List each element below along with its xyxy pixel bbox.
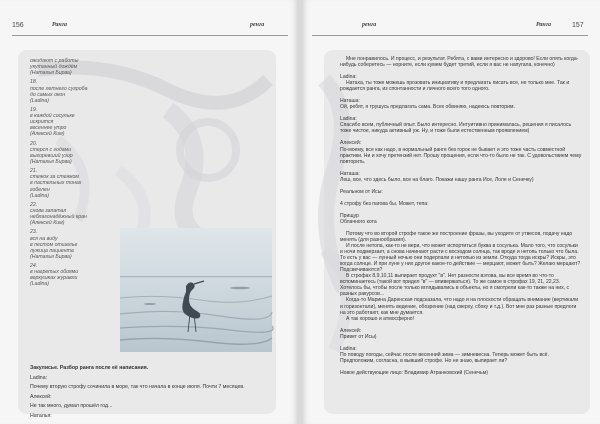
right-page — [302, 0, 600, 424]
backstage-section — [30, 365, 268, 422]
verse-number: 18. — [30, 79, 38, 86]
verse-line: вся на виду — [30, 235, 58, 242]
paragraph: Облачного кота — [340, 218, 377, 225]
speaker-label: Алексей: — [340, 140, 362, 147]
heron-photo — [120, 228, 272, 352]
left-running-title-2: ренга — [250, 22, 265, 28]
speaker-label: Ladina: — [340, 116, 357, 123]
paragraph: Натаха, ты тоже можешь прозовать инициативу и предлагать писать все, не только мне. Так и рождается ранга, из спонтанности и личного всего того одного. — [340, 80, 570, 93]
speaker-label: Алексей: — [30, 394, 52, 401]
verse-line: в нагретых обоями — [30, 269, 79, 276]
speaker-label: Ladina: — [340, 345, 357, 352]
paragraph: Мне понравилось. И процесс, и результат. Ребята, с вами интересно и здорово! Если опять когда-нибудь соберетесь — норните, если кумем будет третий, если я вас не напугала, конечно) — [340, 56, 579, 69]
left-running-title: Ранга — [52, 22, 67, 28]
paragraph: Когда-то Марина Даренская подсказала, что надо и на плоскости обращать внимание (вертикали и горизонтали), менять ведение, обозрение (над сверху, сбоку и т.д.). Вот мне раз разные предлоги на это работают, как мне думается. — [340, 297, 579, 316]
speaker-text: Почему вторую строфу сочинила в море, так что начала в конце июля. Почти 7 месяцев. — [30, 384, 245, 391]
verse-22 — [30, 202, 150, 226]
verse-number: 20. — [30, 140, 38, 147]
verse-line: весеннее утро — [30, 125, 67, 132]
verse-line: искрится — [30, 119, 54, 126]
paragraph: И после нетопа, как-то не вери, что может испортиться буква в сосулька. Мало того, что сосульки и ночи подмерзает, а снова начинают расти с восходом солнца, так вроде и нетопь только что была. То есть у вас — лунный ночью они подерлали и нетопью из земли. Откуда тогда искры? Искры, это когда солнце. И при луне у них другое какое-то действие — мерцают, может быть? Желаю мерцают? Подсвечиваются? — [340, 243, 581, 274]
speaker-label: Наталья: — [30, 413, 52, 420]
verse-line: ожидают с работы — [30, 58, 79, 64]
dialogue-text — [340, 56, 582, 376]
right-header-rule — [312, 35, 588, 36]
verse-line: снова залатал — [30, 208, 67, 214]
verse-line: до самых окон — [30, 91, 66, 98]
right-running-title: Ранга — [536, 22, 551, 28]
verse-author: (Наталья Бирва) — [30, 253, 72, 260]
paragraph: 4 строфу без пагова бы. Может, тепа: — [340, 200, 429, 207]
verse-number: 22. — [30, 201, 38, 208]
heron-photo-art — [120, 228, 272, 352]
verse-number: 23. — [30, 229, 38, 236]
paragraph: Новое действующие лицо: Владимир Атранковский (Сенечьм) — [340, 369, 488, 376]
verse-19 — [30, 107, 150, 137]
verse-number: 19. — [30, 107, 38, 114]
verse-line: неблагонадёжный кран — [30, 214, 87, 221]
speaker-text: Не так много, думал прошёл год... — [30, 403, 113, 410]
verse-author: (Наталья Бирва) — [30, 70, 72, 77]
paragraph: Спасибо всем, публичный опыт. Было интересно. Интуитивно принималась, решения я писалось тоже чистое, никуда активный уж. Ну, и тоже были естественным проявлением) — [340, 122, 572, 135]
verse-line: верхушках журавли — [30, 275, 78, 282]
verse-line: гобелен — [30, 186, 50, 193]
speaker-label: Ladina: — [30, 375, 48, 382]
verse-author: (Алексей Ким) — [30, 131, 65, 138]
right-content-panel — [324, 50, 590, 414]
verse-line: в пестом отшелье — [30, 241, 78, 248]
verse-author: (Алексей Ким) — [30, 220, 65, 227]
verse-20 — [30, 141, 150, 165]
paragraph: Реальном от Исы: — [340, 188, 383, 195]
speaker-label: Наташа: — [340, 98, 360, 105]
paragraph: А так хорошо и атмосферно! — [346, 315, 415, 322]
verse-17 — [30, 58, 150, 76]
paragraph: Ой, ребят, я трушусь предлагать сама. Всех обвиняю, надеюсь повторим. — [340, 104, 515, 111]
verse-number: 21. — [30, 168, 38, 175]
paragraph: По поводу погоды, сейчас после весенний зима — зимневесна. Теперь может быть всё. Предположим, согласна, в вывший строфе. Но не знаю, выпирает ли? — [340, 351, 549, 364]
verse-number: 24. — [30, 263, 38, 270]
verse-line: стерся с годами — [30, 146, 72, 153]
speaker-label: Ladina: — [340, 74, 357, 81]
backstage-heading: Закулисье. Разбор ранга после её написания. — [30, 365, 149, 371]
right-page-header — [302, 0, 600, 34]
left-page — [0, 0, 298, 424]
verse-18 — [30, 79, 150, 103]
left-page-header — [0, 0, 298, 34]
verse-line: лужица пациента — [30, 247, 74, 254]
verse-author: (Наталья Бирва) — [30, 158, 72, 165]
verse-line: после летнего сугроба — [30, 85, 88, 92]
verse-line: стежок за стежком — [30, 174, 79, 181]
verse-author: (Ladina) — [30, 192, 50, 199]
left-content-panel — [18, 50, 276, 420]
verse-21 — [30, 168, 150, 198]
verse-author: (Ladina) — [30, 281, 50, 288]
right-page-number: 157 — [572, 22, 584, 29]
left-page-number: 156 — [12, 22, 24, 29]
paragraph: В строфах 8,9,10,11 выпирает продукт "в". Нет разности вэтова, вы все время во что-то вспоминаетесь (такой вот придел "в" — впивержаться). То же самое в строфах 19, 21, 22,23. Хотелось бы, чтобы после только вглядывались в объекты, но я смотрели как-то также на них, с разных ракурсов... — [340, 273, 570, 298]
verse-line: выгоревший узор — [30, 152, 73, 159]
verse-line: укутанный дождём — [30, 64, 78, 71]
speaker-label: Наташа: — [340, 170, 360, 177]
speaker-label: Алексей: — [340, 327, 362, 334]
left-header-rule — [12, 35, 288, 36]
verse-line: в пастельных тонах — [30, 180, 82, 187]
paragraph: Леш, все, что здесь было, все на благо. Покажи нашу ранга Исе, Лоле и Сенечку) — [340, 176, 534, 183]
paragraph: По-моему, все как надо, в нормальный ранге без горок не бывает и это тоже часть совместной практики. Ни и хочу претензий нет. Прошу прощения, если что-то было не так. С удовольствием чему повторить. — [340, 146, 582, 165]
paragraph: Привет от Исы) — [340, 333, 377, 340]
paragraph: Потому что во второй строфе такое же построение фразы, вы уходите от утвесов, подачу надо менять (для разнообразия). — [340, 230, 573, 243]
right-running-title-2: ренга — [362, 22, 377, 28]
verse-author: (Ladina) — [30, 97, 50, 104]
paragraph: Прищур — [340, 212, 359, 219]
verse-line: в каждой сосульке — [30, 113, 75, 120]
